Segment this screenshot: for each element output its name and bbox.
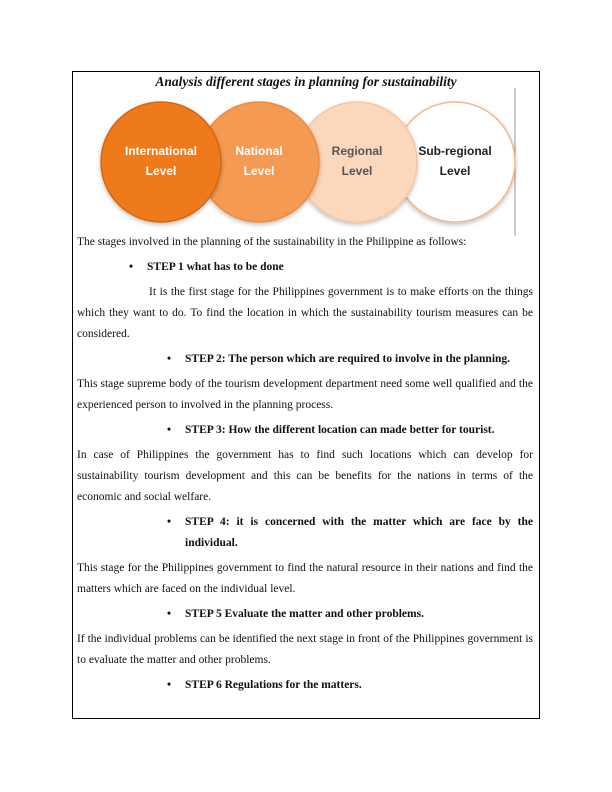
bullet-icon: • [167, 679, 172, 691]
circle-international-shape [101, 102, 221, 222]
bullet-icon: • [167, 608, 172, 620]
circle-label-line1: International [124, 144, 198, 158]
step-paragraph: In case of Philippines the government has to find such locations which can develop for sustainability tourism development and this can be benefits for the nations in terms of the economic and social welfare. [77, 449, 533, 503]
page-title: Analysis different stages in planning for sustainability [155, 74, 457, 89]
step-heading-text: STEP 1 what has to be done [147, 261, 284, 273]
page-frame [72, 71, 540, 719]
step-heading-text: STEP 2: The person which are required to involve in the planning. [185, 353, 511, 365]
circle-label-line1: Sub-regional [418, 144, 492, 158]
levels-diagram-svg [95, 88, 519, 236]
step-heading-text: STEP 6 Regulations for the matters. [185, 679, 362, 691]
step-paragraph: If the individual problems can be identified the next stage in front of the Philippines government is to evaluate the matter and other problems. [77, 633, 533, 666]
circle-label-line2: Level [243, 164, 275, 178]
step-heading [77, 675, 533, 696]
bullet-icon: • [167, 516, 172, 528]
circle-international [101, 102, 221, 222]
document-body [77, 232, 533, 700]
step-paragraph: This stage for the Philippines government to find the natural resource in their nations and find the matters which are faced on the individual level. [77, 562, 533, 595]
circle-label-line2: Level [145, 164, 177, 178]
step-paragraph: This stage supreme body of the tourism development department need some well qualified and the experienced person to involved in the planning process. [77, 378, 533, 411]
step-heading [77, 257, 533, 278]
step-heading [77, 604, 533, 625]
bullet-icon: • [129, 261, 134, 273]
circle-label-line2: Level [341, 164, 373, 178]
bullet-icon: • [167, 353, 172, 365]
intro-paragraph: The stages involved in the planning of the sustainability in the Philippine as follows: [77, 236, 467, 248]
bullet-icon: • [167, 424, 172, 436]
step-heading [77, 349, 533, 370]
levels-diagram [95, 88, 519, 236]
step-heading-text: STEP 5 Evaluate the matter and other problems. [185, 608, 424, 620]
step-paragraph: It is the first stage for the Philippines government is to make efforts on the things which they want to do. To find the location in which the sustainability tourism measures can be considered. [77, 286, 533, 340]
step-heading [77, 420, 533, 441]
step-heading [77, 512, 533, 554]
step-heading-text: STEP 4: it is concerned with the matter which are face by the individual. [185, 516, 533, 549]
circle-label-line2: Level [439, 164, 471, 178]
circle-label-line1: Regional [331, 144, 383, 158]
step-heading-text: STEP 3: How the different location can made better for tourist. [185, 424, 495, 436]
circle-label-line1: National [235, 144, 283, 158]
